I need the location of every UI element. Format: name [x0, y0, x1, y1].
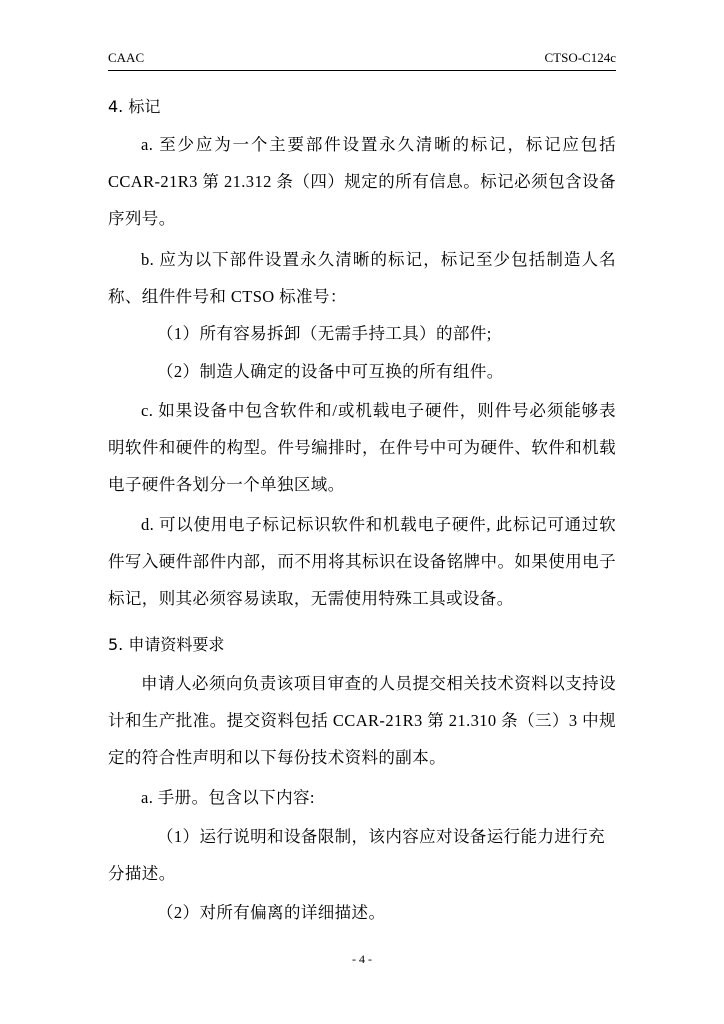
paragraph-application-intro: 申请人必须向负责该项目审查的人员提交相关技术资料以支持设计和生产批准。提交资料包括 CCAR-21R3 第 21.310 条（三）3 中规定的符合性声明和以下每份技术资料的副本。: [108, 674, 616, 767]
header-left-label: CAAC: [108, 50, 145, 65]
section-heading-application: 5. 申请资料要求: [108, 635, 225, 654]
paragraph-marking-c: c. 如果设备中包含软件和/或机载电子硬件，则件号必须能够表明软件和硬件的构型。件号编排时，在件号中可为硬件、软件和机载电子硬件各划分一个单独区域。: [108, 401, 616, 494]
list-item-marking-b-2: （2）制造人确定的设备中可互换的所有组件。: [157, 362, 504, 381]
header-divider: [108, 70, 616, 71]
section-heading-marking: 4. 标记: [108, 97, 161, 116]
paragraph-application-a: a. 手册。包含以下内容:: [141, 788, 315, 807]
list-item-application-a-2: （2）对所有偏离的详细描述。: [157, 903, 386, 922]
header-right-label: CTSO-C124c: [544, 50, 616, 65]
paragraph-marking-b: b. 应为以下部件设置永久清晰的标记，标记至少包括制造人名称、组件件号和 CTSO 标准号：: [108, 250, 616, 306]
page-number: - 4 -: [352, 952, 372, 966]
paragraph-marking-a: a. 至少应为一个主要部件设置永久清晰的标记，标记应包括CCAR-21R3 第 21.312 条（四）规定的所有信息。标记必须包含设备序列号。: [108, 135, 616, 228]
list-item-marking-b-1: （1）所有容易拆卸（无需手持工具）的部件;: [157, 324, 492, 343]
paragraph-marking-d: d. 可以使用电子标记标识软件和机载电子硬件, 此标记可通过软件写入硬件部件内部，而不用将其标识在设备铭牌中。如果使用电子标记，则其必须容易读取，无需使用特殊工具或设备。: [108, 515, 616, 608]
list-item-application-a-1: （1）运行说明和设备限制，该内容应对设备运行能力进行充分描述。: [108, 827, 606, 883]
